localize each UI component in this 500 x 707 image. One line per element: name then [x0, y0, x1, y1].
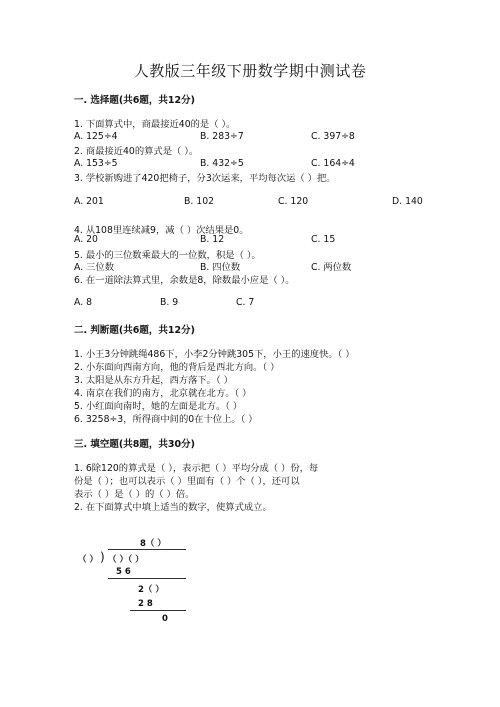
option-b: B. 9: [160, 297, 179, 308]
question-5-stem: 5. 最小的三位数乘最大的一位数，积是（ ）。: [74, 250, 261, 261]
section-judge-heading: 二. 判断题(共6题，共12分): [74, 325, 195, 336]
question-5-options: [74, 259, 444, 271]
fill-line-4: 2. 在下面算式中填上适当的数字，使算式成立。: [74, 502, 272, 513]
option-b: B. 四位数: [200, 262, 241, 273]
option-a: A. 三位数: [74, 262, 114, 273]
question-2-stem: 2. 商最接近40的算式是（ ）。: [74, 146, 199, 157]
question-4-options: [74, 234, 444, 246]
division-divisor: （ ）: [78, 555, 98, 565]
section-choice-heading: 一. 选择题(共6题，共12分): [74, 95, 195, 106]
division-step-3: 2 8: [138, 599, 153, 609]
question-1-options: [74, 131, 444, 143]
division-step-1: 5 6: [116, 567, 131, 577]
fill-line-2: 份是（ ）；也可以表示（ ）里面有（ ）个（ ），还可以: [74, 476, 300, 487]
option-a: A. 125÷4: [74, 131, 118, 142]
option-a: A. 201: [74, 196, 104, 207]
question-3-options: [74, 196, 444, 208]
judge-item: 2. 小东面向西南方向，他的背后是西北方向。（ ）: [74, 362, 280, 373]
option-b: B. 12: [200, 234, 225, 245]
question-3-stem: 3. 学校新购进了420把椅子，分3次运来，平均每次运（ ）把。: [74, 173, 336, 184]
question-1-stem: 1. 下面算式中，商最接近40的是（ ）。: [74, 119, 236, 130]
division-step-line: [108, 578, 186, 579]
division-remainder: 0: [162, 614, 168, 624]
judge-item: 6. 3258÷3，所得商中间的0在十位上。（ ）: [74, 414, 258, 425]
option-a: A. 153÷5: [74, 158, 118, 169]
judge-item: 1. 小王3分钟跳绳486下，小李2分钟跳305下，小王的速度快。（ ）: [74, 349, 355, 360]
option-c: C. 两位数: [311, 262, 352, 273]
question-6-options: [74, 297, 444, 309]
option-b: B. 102: [184, 196, 215, 207]
judge-item: 4. 南京在我们的南方，北京就在北方。（ ）: [74, 388, 252, 399]
question-4-stem: 4. 从108里连续减9，减（ ）次结果是0。: [74, 225, 249, 236]
fill-line-3: 表示（ ）是（ ）的（ ）倍。: [74, 489, 195, 500]
option-d: D. 140: [392, 196, 423, 207]
option-c: C. 397÷8: [311, 131, 355, 142]
option-a: A. 20: [74, 234, 98, 245]
long-division: [78, 537, 218, 627]
option-b: B. 432÷5: [200, 158, 244, 169]
option-b: B. 283÷7: [200, 131, 244, 142]
page-title: 人教版三年级下册数学期中测试卷: [133, 62, 367, 80]
question-6-stem: 6. 在一道除法算式里，余数是8，除数最小应是（ ）。: [74, 275, 295, 286]
judge-item: 5. 小红面向南时，她的左面是北方。（ ）: [74, 401, 243, 412]
option-c: C. 120: [278, 196, 309, 207]
question-2-options: [74, 158, 444, 170]
option-c: C. 7: [236, 297, 255, 308]
judge-item: 3. 太阳是从东方升起，西方落下。（ ）: [74, 375, 233, 386]
section-fill-heading: 三. 填空题(共8题，共30分): [74, 439, 195, 450]
division-step-line: [130, 610, 186, 611]
option-c: C. 164÷4: [311, 158, 355, 169]
option-a: A. 8: [74, 297, 93, 308]
division-bracket: ): [100, 550, 105, 564]
option-c: C. 15: [311, 234, 336, 245]
division-quotient: 8（ ）: [140, 539, 166, 549]
division-step-2: 2（ ）: [138, 585, 164, 595]
division-bar: [108, 549, 186, 550]
fill-line-1: 1. 6除120的算式是（ ），表示把（ ）平均分成（ ）份，每: [74, 463, 319, 474]
division-dividend: （ ）（ ）: [108, 555, 144, 565]
